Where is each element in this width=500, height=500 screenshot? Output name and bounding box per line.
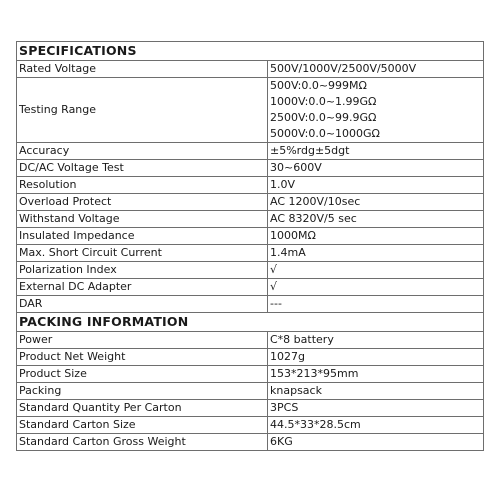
table-row bbox=[17, 349, 484, 366]
row-value: ±5%rdg±5dgt bbox=[268, 143, 484, 160]
section-header-packing bbox=[17, 313, 484, 332]
range-line: 5000V:0.0~1000GΩ bbox=[270, 127, 380, 140]
table-row bbox=[17, 228, 484, 245]
row-label: Standard Carton Size bbox=[17, 417, 268, 434]
row-label: Packing bbox=[17, 383, 268, 400]
section-header-specifications bbox=[17, 42, 484, 61]
spec-sheet bbox=[16, 41, 483, 451]
row-label: Standard Carton Gross Weight bbox=[17, 434, 268, 451]
row-label: External DC Adapter bbox=[17, 279, 268, 296]
table-row bbox=[17, 296, 484, 313]
row-label: Product Net Weight bbox=[17, 349, 268, 366]
range-line: 2500V:0.0~99.9GΩ bbox=[270, 111, 377, 124]
table-row bbox=[17, 417, 484, 434]
table-row bbox=[17, 434, 484, 451]
row-value: 1.4mA bbox=[268, 245, 484, 262]
range-line: 500V:0.0~999MΩ bbox=[270, 79, 367, 92]
row-label: Rated Voltage bbox=[17, 61, 268, 78]
row-value-stack bbox=[268, 78, 484, 143]
table-row bbox=[17, 78, 484, 143]
row-value: 1000MΩ bbox=[268, 228, 484, 245]
table-row bbox=[17, 400, 484, 417]
spec-table bbox=[16, 41, 484, 451]
row-value: AC 8320V/5 sec bbox=[268, 211, 484, 228]
row-label: Power bbox=[17, 332, 268, 349]
row-value: 500V/1000V/2500V/5000V bbox=[268, 61, 484, 78]
row-value: C*8 battery bbox=[268, 332, 484, 349]
row-value: √ bbox=[268, 279, 484, 296]
table-row bbox=[17, 160, 484, 177]
table-row bbox=[17, 366, 484, 383]
row-value: --- bbox=[268, 296, 484, 313]
row-value: 3PCS bbox=[268, 400, 484, 417]
row-value: 1.0V bbox=[268, 177, 484, 194]
table-row bbox=[17, 211, 484, 228]
row-value: 30~600V bbox=[268, 160, 484, 177]
row-label: Overload Protect bbox=[17, 194, 268, 211]
row-label: DAR bbox=[17, 296, 268, 313]
row-label: Standard Quantity Per Carton bbox=[17, 400, 268, 417]
row-value: AC 1200V/10sec bbox=[268, 194, 484, 211]
row-value: 1027g bbox=[268, 349, 484, 366]
row-value: 6KG bbox=[268, 434, 484, 451]
row-label: Withstand Voltage bbox=[17, 211, 268, 228]
row-label: Accuracy bbox=[17, 143, 268, 160]
row-label: Polarization Index bbox=[17, 262, 268, 279]
row-value: 153*213*95mm bbox=[268, 366, 484, 383]
row-label: Product Size bbox=[17, 366, 268, 383]
table-row bbox=[17, 143, 484, 160]
table-row bbox=[17, 61, 484, 78]
table-row bbox=[17, 279, 484, 296]
table-row bbox=[17, 177, 484, 194]
row-label: Insulated Impedance bbox=[17, 228, 268, 245]
section-title: PACKING INFORMATION bbox=[17, 313, 484, 332]
table-row bbox=[17, 383, 484, 400]
section-title: SPECIFICATIONS bbox=[17, 42, 484, 61]
row-value: √ bbox=[268, 262, 484, 279]
row-label: DC/AC Voltage Test bbox=[17, 160, 268, 177]
table-row bbox=[17, 332, 484, 349]
table-row bbox=[17, 262, 484, 279]
range-line: 1000V:0.0~1.99GΩ bbox=[270, 95, 377, 108]
row-value: knapsack bbox=[268, 383, 484, 400]
table-row bbox=[17, 194, 484, 211]
row-label: Testing Range bbox=[17, 78, 268, 143]
row-label: Max. Short Circuit Current bbox=[17, 245, 268, 262]
row-label: Resolution bbox=[17, 177, 268, 194]
row-value: 44.5*33*28.5cm bbox=[268, 417, 484, 434]
table-row bbox=[17, 245, 484, 262]
